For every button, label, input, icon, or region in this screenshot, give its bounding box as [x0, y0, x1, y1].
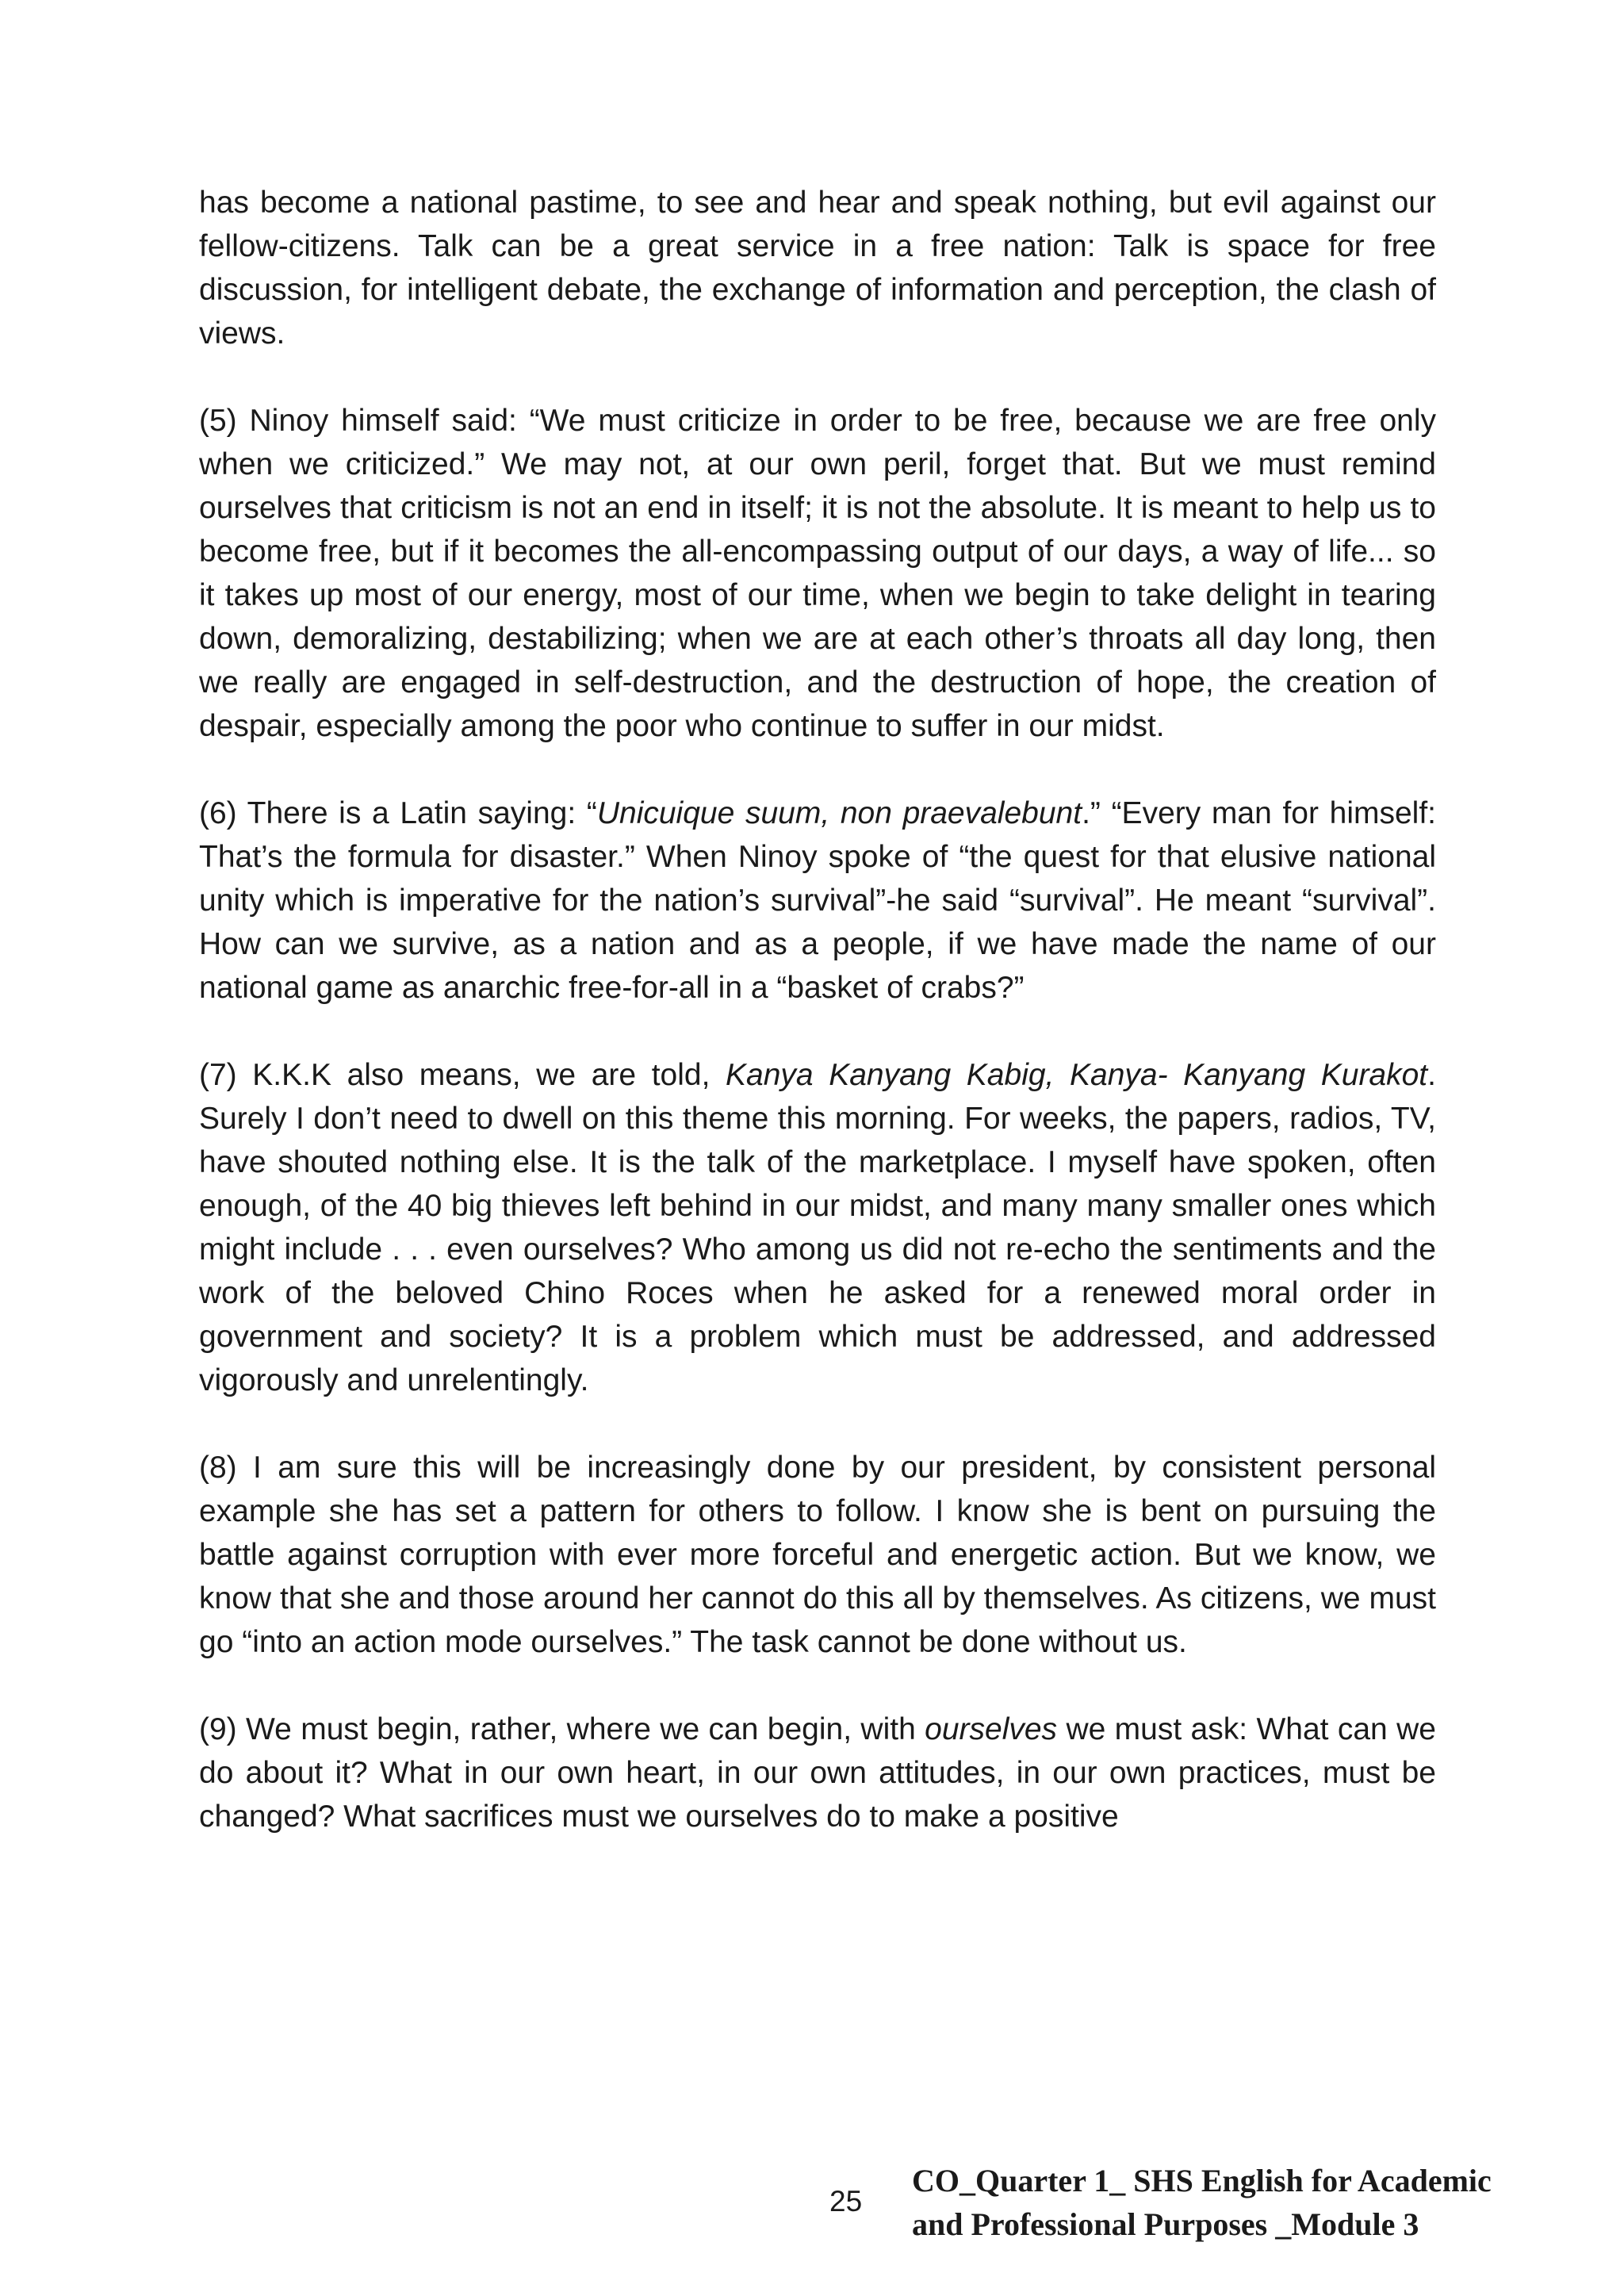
italic-text: ourselves [925, 1712, 1058, 1746]
footer-title-line-1: CO_Quarter 1_ SHS English for Academic [912, 2163, 1492, 2198]
paragraph [199, 399, 1436, 748]
footer-title-line-2: and Professional Purposes _Module 3 [912, 2206, 1419, 2242]
text-run: (9) We must begin, rather, where we can begin, with [199, 1712, 925, 1746]
italic-text: Kanya Kanyang Kabig, Kanya- Kanyang Kurakot [726, 1058, 1428, 1092]
paragraph [199, 1446, 1436, 1664]
document-body [199, 181, 1436, 1882]
text-run: (8) I am sure this will be increasingly done by our president, by consistent personal example she has set a pattern for others to follow. I know she is bent on pursuing the battle against corruption with ever more forceful and energetic action. But we know, we know that she and those around her cannot do this all by themselves. As citizens, we must go “into an action mode ourselves.” The task cannot be done without us. [199, 1451, 1436, 1659]
text-run: . Surely I don’t need to dwell on this theme this morning. For weeks, the papers, radios, TV, have shouted nothing else. It is the talk of the marketplace. I myself have spoken, often enough, of the 40 big thieves left behind in our midst, and many many smaller ones which might include . . . even ourselves? Who among us did not re-echo the sentiments and the work of the beloved Chino Roces when he asked for a renewed moral order in government and society? It is a problem which must be addressed, and addressed vigorously and unrelentingly. [199, 1058, 1436, 1397]
paragraph [199, 1708, 1436, 1838]
paragraph [199, 1053, 1436, 1402]
text-run: (5) Ninoy himself said: “We must criticize in order to be free, because we are free only when we criticized.” We may not, at our own peril, forget that. But we must remind ourselves that criticism is not an end in itself; it is not the absolute. It is meant to help us to become free, but if it becomes the all-encompassing output of our days, a way of life... so it takes up most of our energy, most of our time, when we begin to take delight in tearing down, demoralizing, destabilizing; when we are at each other’s throats all day long, then we really are engaged in self-destruction, and the destruction of hope, the creation of despair, especially among the poor who continue to suffer in our midst. [199, 404, 1436, 743]
page-number: 25 [829, 2185, 863, 2217]
text-run: we must ask: What can we do about it? What in our own heart, in our own attitudes, in our own practices, must be changed? What sacrifices must we ourselves do to make a positive [199, 1712, 1436, 1834]
italic-text: Unicuique suum, non praevalebunt [596, 796, 1082, 830]
paragraph [199, 181, 1436, 355]
text-run: has become a national pastime, to see and hear and speak nothing, but evil against our fellow-citizens. Talk can be a great service in a free nation: Talk is space for free discussion, for intelligent debate, the exchange of information and perception, the clash of views. [199, 186, 1436, 351]
paragraph [199, 792, 1436, 1010]
text-run: (7) K.K.K also means, we are told, [199, 1058, 726, 1092]
footer-module-title [912, 2159, 1492, 2246]
text-run: (6) There is a Latin saying: “ [199, 796, 597, 830]
text-run: .” “Every man for himself: That’s the formula for disaster.” When Ninoy spoke of “the quest for that elusive national unity which is imperative for the nation’s survival”-he said “survival”. He meant “survival”. How can we survive, as a nation and as a people, if we have made the name of our national game as anarchic free-for-all in a “basket of crabs?” [199, 796, 1436, 1005]
